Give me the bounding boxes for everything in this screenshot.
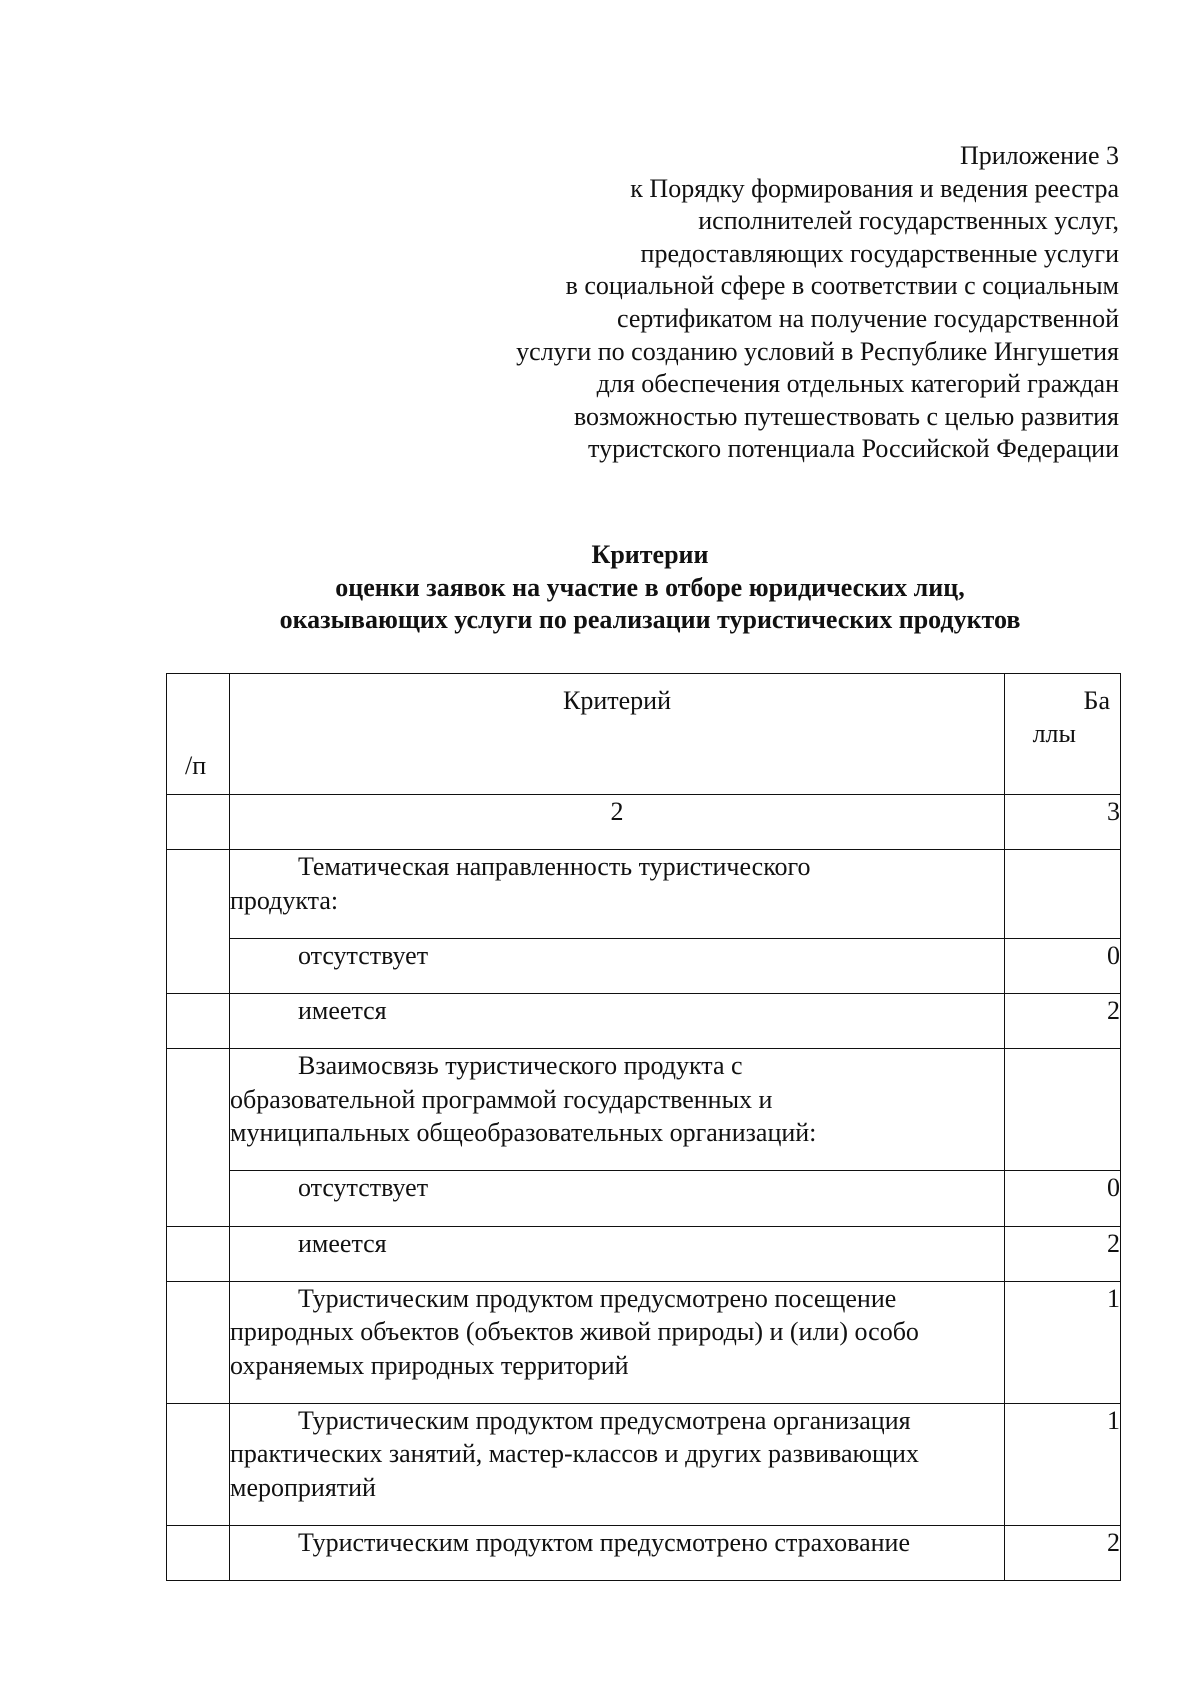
criterion-text: продукта: — [230, 885, 339, 915]
points-cell: 2 — [1005, 1226, 1121, 1281]
number-cell — [167, 1226, 230, 1281]
points-cell: 2 — [1005, 994, 1121, 1049]
criterion-cell — [230, 994, 1005, 1049]
criterion-text: Туристическим продуктом предусмотрено посещение — [298, 1283, 897, 1313]
points-cell: 0 — [1005, 939, 1121, 994]
criterion-cell — [230, 1171, 1005, 1226]
criterion-text: Взаимосвязь туристического продукта с — [298, 1051, 743, 1081]
index-row — [167, 795, 1121, 850]
table-row — [167, 1403, 1121, 1525]
header-points — [1005, 674, 1121, 795]
criterion-cell — [230, 1049, 1005, 1171]
criterion-cell — [230, 1281, 1005, 1403]
criterion-cell — [230, 1403, 1005, 1525]
criterion-cell — [230, 1226, 1005, 1281]
heading-line: оказывающих услуги по реализации туристических продуктов — [279, 605, 1021, 634]
appendix-line: к Порядку формирования и ведения реестра — [630, 173, 1119, 203]
criterion-text: Туристическим продуктом предусмотрена организация — [298, 1405, 911, 1435]
criterion-text: имеется — [298, 996, 387, 1026]
number-cell — [167, 1281, 230, 1403]
criterion-text: имеется — [298, 1228, 387, 1258]
points-cell — [1005, 850, 1121, 939]
criterion-cell — [230, 939, 1005, 994]
header-number: /п — [167, 674, 230, 795]
appendix-block — [399, 140, 1119, 466]
points-cell — [1005, 1049, 1121, 1171]
criterion-text: Туристическим продуктом предусмотрено страхование — [298, 1527, 911, 1557]
points-cell: 1 — [1005, 1281, 1121, 1403]
appendix-line: исполнителей государственных услуг, — [698, 206, 1119, 236]
table-row — [167, 1171, 1121, 1226]
appendix-line: возможностью путешествовать с целью развития — [573, 401, 1119, 431]
header-criterion: Критерий — [230, 674, 1005, 795]
criterion-text: мероприятий — [230, 1472, 376, 1502]
criterion-text: природных объектов (объектов живой природы) и (или) особо — [230, 1317, 919, 1347]
heading-title: Критерии — [591, 540, 709, 569]
criterion-text: практических занятий, мастер-классов и других развивающих — [230, 1439, 919, 1469]
criterion-text: отсутствует — [298, 1173, 429, 1203]
table-row — [167, 939, 1121, 994]
index-cell-2: 2 — [230, 795, 1005, 850]
table-row — [167, 1049, 1121, 1171]
table-row — [167, 994, 1121, 1049]
criterion-cell — [230, 1525, 1005, 1580]
header-points-part: Ба — [1083, 686, 1110, 715]
table-row — [167, 850, 1121, 939]
criterion-text: образовательной программой государственных и — [230, 1084, 773, 1114]
points-cell: 0 — [1005, 1171, 1121, 1226]
criterion-cell — [230, 850, 1005, 939]
criterion-text: муниципальных общеобразовательных организаций: — [230, 1118, 817, 1148]
table-row — [167, 1226, 1121, 1281]
criterion-text: охраняемых природных территорий — [230, 1350, 629, 1380]
number-cell — [167, 850, 230, 994]
criterion-text: Тематическая направленность туристического — [298, 852, 811, 882]
index-cell-1 — [167, 795, 230, 850]
appendix-line: услуги по созданию условий в Республике Ингушетия — [516, 336, 1119, 366]
table-row — [167, 1281, 1121, 1403]
table-row — [167, 1525, 1121, 1580]
points-cell: 2 — [1005, 1525, 1121, 1580]
appendix-line: в социальной сфере в соответствии с социальным — [565, 271, 1119, 301]
index-cell-3: 3 — [1005, 795, 1121, 850]
table-header-row — [167, 674, 1121, 795]
appendix-line: сертификатом на получение государственной — [617, 303, 1119, 333]
heading-line: оценки заявок на участие в отборе юридических лиц, — [335, 572, 965, 602]
appendix-line: Приложение 3 — [959, 141, 1119, 170]
appendix-line: предоставляющих государственные услуги — [640, 238, 1119, 268]
appendix-line: для обеспечения отдельных категорий граждан — [596, 369, 1119, 399]
criteria-table — [166, 673, 1121, 1581]
number-cell — [167, 1525, 230, 1580]
criterion-text: отсутствует — [298, 941, 429, 971]
appendix-line: туристского потенциала Российской Федерации — [588, 434, 1119, 464]
number-cell — [167, 994, 230, 1049]
number-cell — [167, 1049, 230, 1226]
header-points-part: ллы — [1032, 719, 1076, 748]
points-cell: 1 — [1005, 1403, 1121, 1525]
number-cell — [167, 1403, 230, 1525]
document-heading — [0, 539, 1200, 637]
